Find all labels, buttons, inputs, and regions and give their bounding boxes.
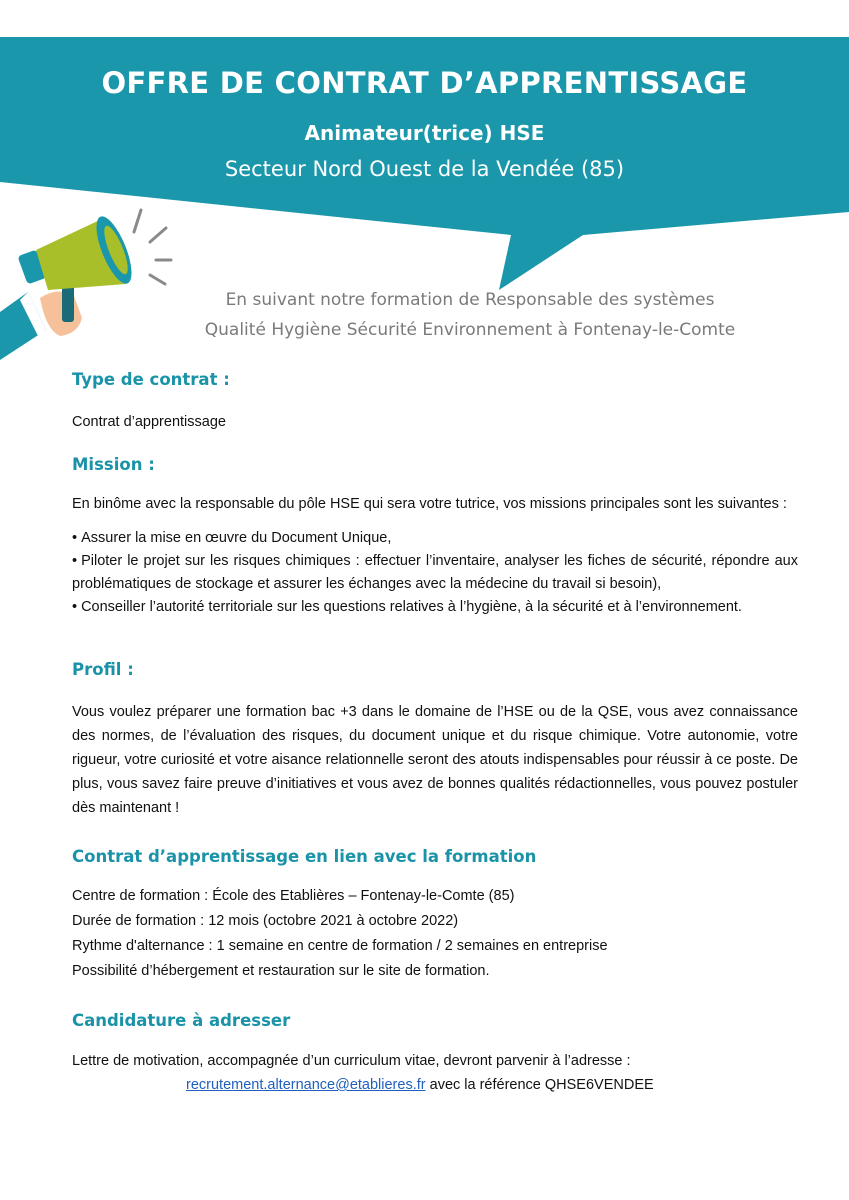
application-contact [72, 1073, 798, 1097]
training-details [72, 884, 798, 984]
megaphone-icon [0, 200, 180, 365]
contract-type-section [72, 370, 798, 434]
location-subtitle: Secteur Nord Ouest de la Vendée (85) [224, 157, 625, 181]
training-line: Durée de formation : 12 mois (octobre 2021 à octobre 2022) [72, 913, 459, 929]
section-heading: Mission : [72, 455, 155, 474]
application-section [72, 1011, 798, 1097]
list-item: • Piloter le projet sur les risques chimiques : effectuer l’inventaire, analyser les fiches de sécurité, répondre aux problématiques de stockage et assurer les échanges avec la médecine du travail si besoin), [72, 550, 798, 596]
profile-text: Vous voulez préparer une formation bac +3 dans le domaine de l’HSE ou de la QSE, vous avez connaissance des normes, de l’évaluation des risques, du document unique et du risque chimique. Votre autonomie, votre rigueur, votre curiosité et votre aisance relationnelle seront des atouts indispensables pour réussir à ce poste. De plus, vous savez faire preuve d’initiatives et vous avez de bonnes qualités rédactionnelles, vous pouvez postuler dès maintenant ! [72, 704, 798, 816]
list-item: • Conseiller l’autorité territoriale sur les questions relatives à l’hygiène, à la sécurité et à l’environnement. [72, 596, 798, 619]
contract-type-text: Contrat d’apprentissage [72, 414, 226, 430]
section-heading: Candidature à adresser [72, 1011, 291, 1030]
mission-section [72, 455, 798, 619]
training-line: Centre de formation : École des Etablières – Fontenay-le-Comte (85) [72, 888, 515, 904]
intro-line-2: Qualité Hygiène Sécurité Environnement à Fontenay-le-Comte [204, 320, 736, 340]
training-line: Possibilité d’hébergement et restauration sur le site de formation. [72, 963, 490, 979]
profile-section [72, 660, 798, 820]
section-heading: Contrat d’apprentissage en lien avec la formation [72, 847, 537, 866]
mission-intro: En binôme avec la responsable du pôle HSE qui sera votre tutrice, vos missions principales sont les suivantes : [72, 496, 787, 512]
section-heading: Type de contrat : [72, 370, 230, 389]
page-title: OFFRE DE CONTRAT D’APPRENTISSAGE [101, 66, 748, 100]
application-text: Lettre de motivation, accompagnée d’un curriculum vitae, devront parvenir à l’adresse : [72, 1053, 631, 1069]
position-title: Animateur(trice) HSE [304, 121, 545, 145]
reference-text: avec la référence QHSE6VENDEE [429, 1077, 654, 1093]
section-heading: Profil : [72, 660, 134, 679]
mission-list [72, 527, 798, 619]
email-link[interactable]: recrutement.alternance@etablieres.fr [186, 1077, 426, 1093]
list-item: • Assurer la mise en œuvre du Document Unique, [72, 527, 798, 550]
training-line: Rythme d'alternance : 1 semaine en centre de formation / 2 semaines en entreprise [72, 938, 608, 954]
training-section [72, 847, 798, 984]
intro-line-1: En suivant notre formation de Responsable des systèmes [225, 290, 715, 310]
